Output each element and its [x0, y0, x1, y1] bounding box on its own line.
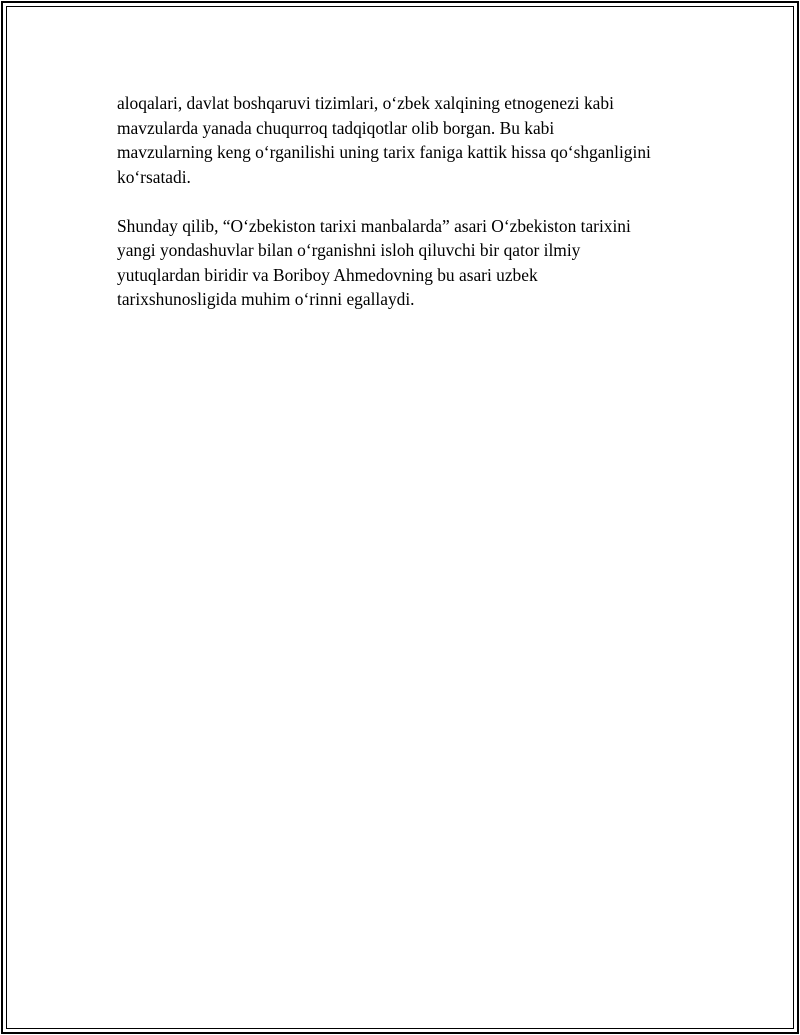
text-line: yutuqlardan biridir va Boriboy Ahmedovning bu asari uzbek	[117, 264, 538, 285]
text-line: aloqalari, davlat boshqaruvi tizimlari, o‘zbek xalqining etnogenezi kabi	[117, 93, 614, 113]
text-line: tarixshunosligida muhim o‘rinni egallaydi.	[117, 289, 415, 309]
text-line: mavzularda yanada chuqurroq tadqiqotlar olib borgan. Bu kabi	[117, 117, 555, 138]
document-body	[117, 91, 707, 336]
text-line: mavzularning keng o‘rganilishi uning tarix faniga kattik hissa qo‘shganligini	[117, 142, 651, 162]
paragraph-2	[117, 214, 707, 312]
paragraph-1	[117, 91, 707, 189]
text-line: ko‘rsatadi.	[117, 166, 191, 187]
text-line: Shunday qilib, “O‘zbekiston tarixi manbalarda” asari O‘zbekiston tarixini	[117, 215, 631, 236]
text-line: yangi yondashuvlar bilan o‘rganishni isloh qiluvchi bir qator ilmiy	[117, 240, 581, 260]
